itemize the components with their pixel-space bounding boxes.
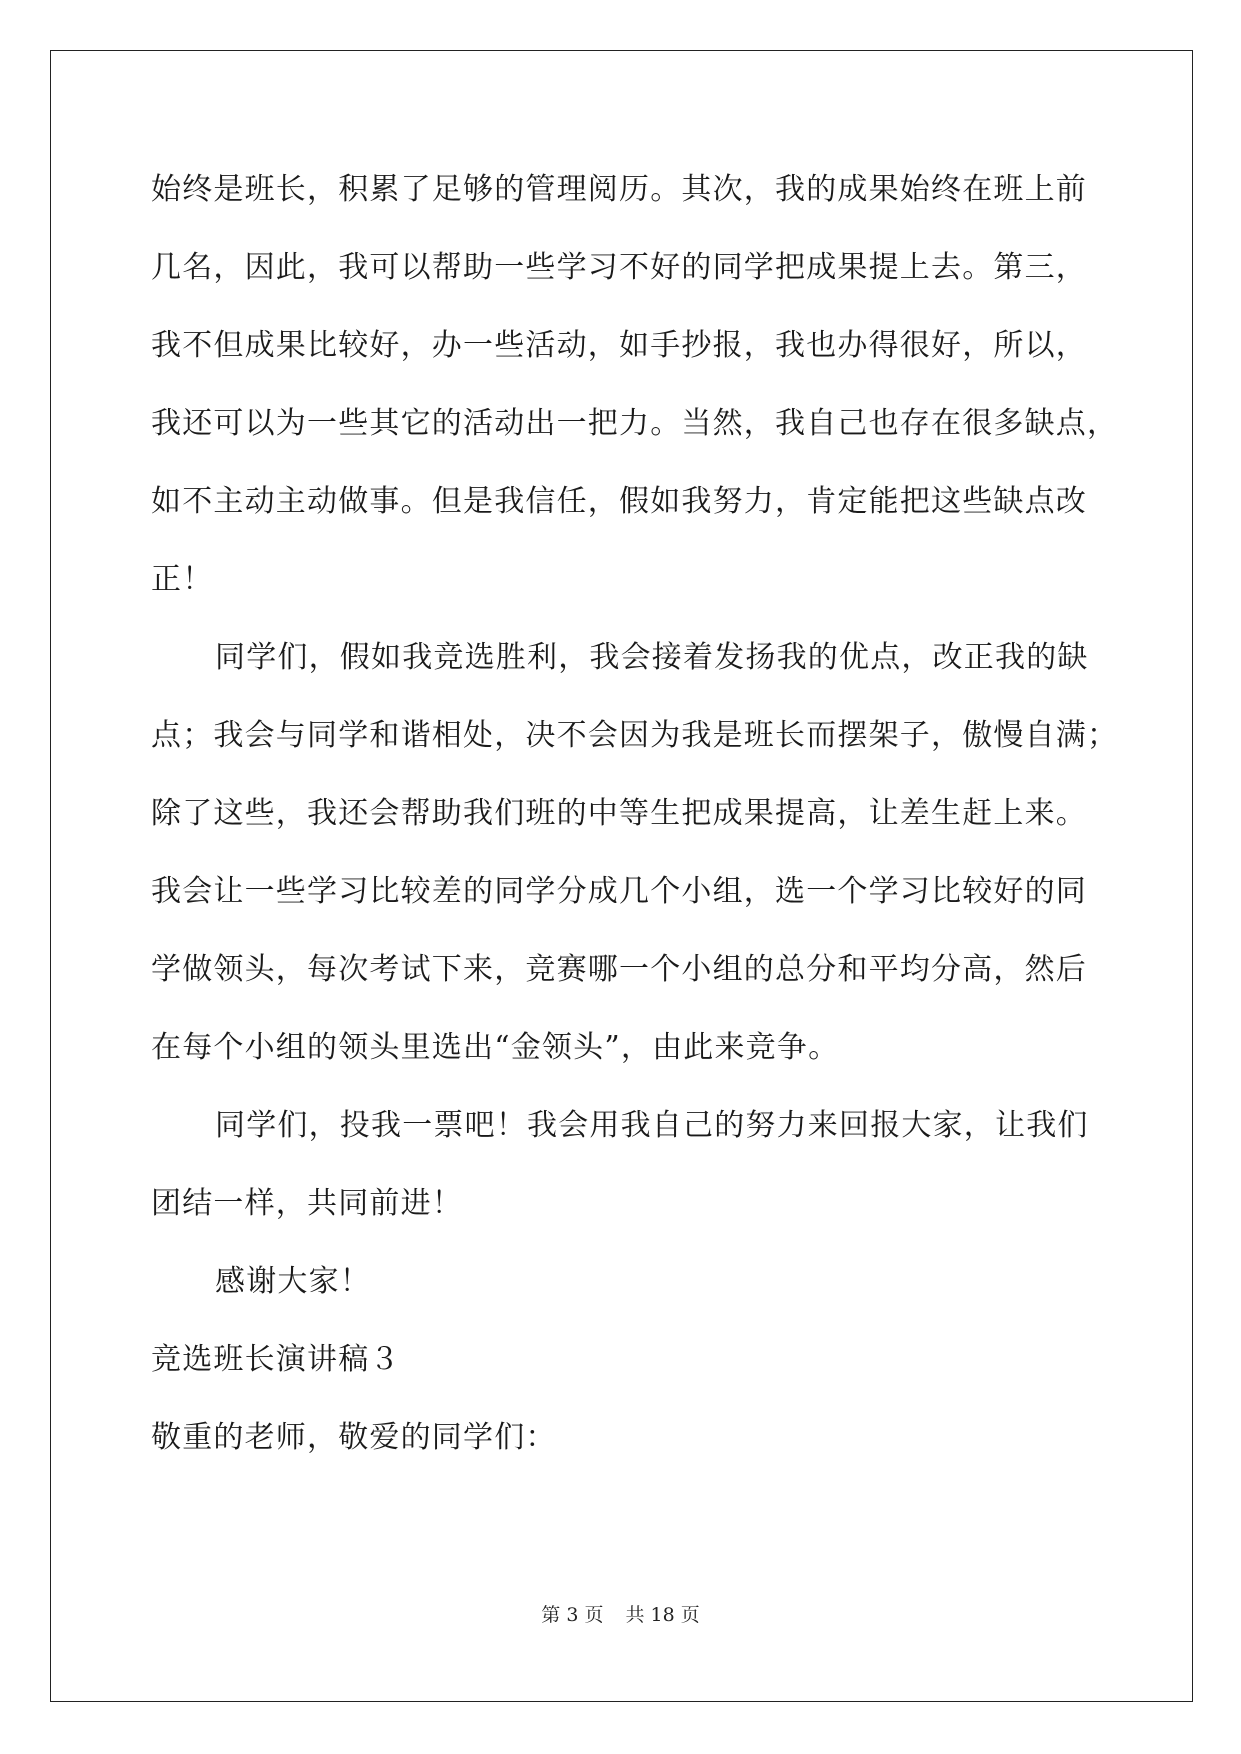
body-line: 团结一样，共同前进！ — [151, 1186, 463, 1221]
body-line: 正！ — [151, 562, 214, 597]
body-line: 我不但成果比较好，办一些活动，如手抄报，我也办得很好，所以， — [151, 328, 1087, 363]
closing-line: 感谢大家！ — [215, 1264, 371, 1299]
paragraph-first-line: 同学们，假如我竞选胜利，我会接着发扬我的优点，改正我的缺 — [215, 640, 1089, 675]
body-line: 点；我会与同学和谐相处，决不会因为我是班长而摆架子，傲慢自满； — [151, 718, 1119, 753]
body-line: 几名，因此，我可以帮助一些学习不好的同学把成果提上去。第三， — [151, 250, 1087, 285]
salutation-line: 敬重的老师，敬爱的同学们： — [151, 1420, 557, 1455]
body-line: 我会让一些学习比较差的同学分成几个小组，选一个学习比较好的同 — [151, 874, 1087, 909]
page-footer — [0, 1600, 1241, 1627]
page-total: 共 18 页 — [625, 1604, 700, 1626]
section-title: 竞选班长演讲稿３ — [151, 1342, 401, 1377]
body-line: 学做领头，每次考试下来，竞赛哪一个小组的总分和平均分高，然后 — [151, 952, 1087, 987]
body-line: 除了这些，我还会帮助我们班的中等生把成果提高，让差生赶上来。 — [151, 796, 1087, 831]
paragraph-first-line: 同学们，投我一票吧！我会用我自己的努力来回报大家，让我们 — [215, 1108, 1089, 1143]
body-line: 在每个小组的领头里选出“金领头”，由此来竞争。 — [151, 1030, 840, 1065]
page-number: 第 3 页 — [541, 1604, 604, 1626]
body-line: 始终是班长，积累了足够的管理阅历。其次，我的成果始终在班上前 — [151, 172, 1087, 207]
body-line: 如不主动主动做事。但是我信任，假如我努力，肯定能把这些缺点改 — [151, 484, 1087, 519]
body-line: 我还可以为一些其它的活动出一把力。当然，我自己也存在很多缺点， — [151, 406, 1119, 441]
